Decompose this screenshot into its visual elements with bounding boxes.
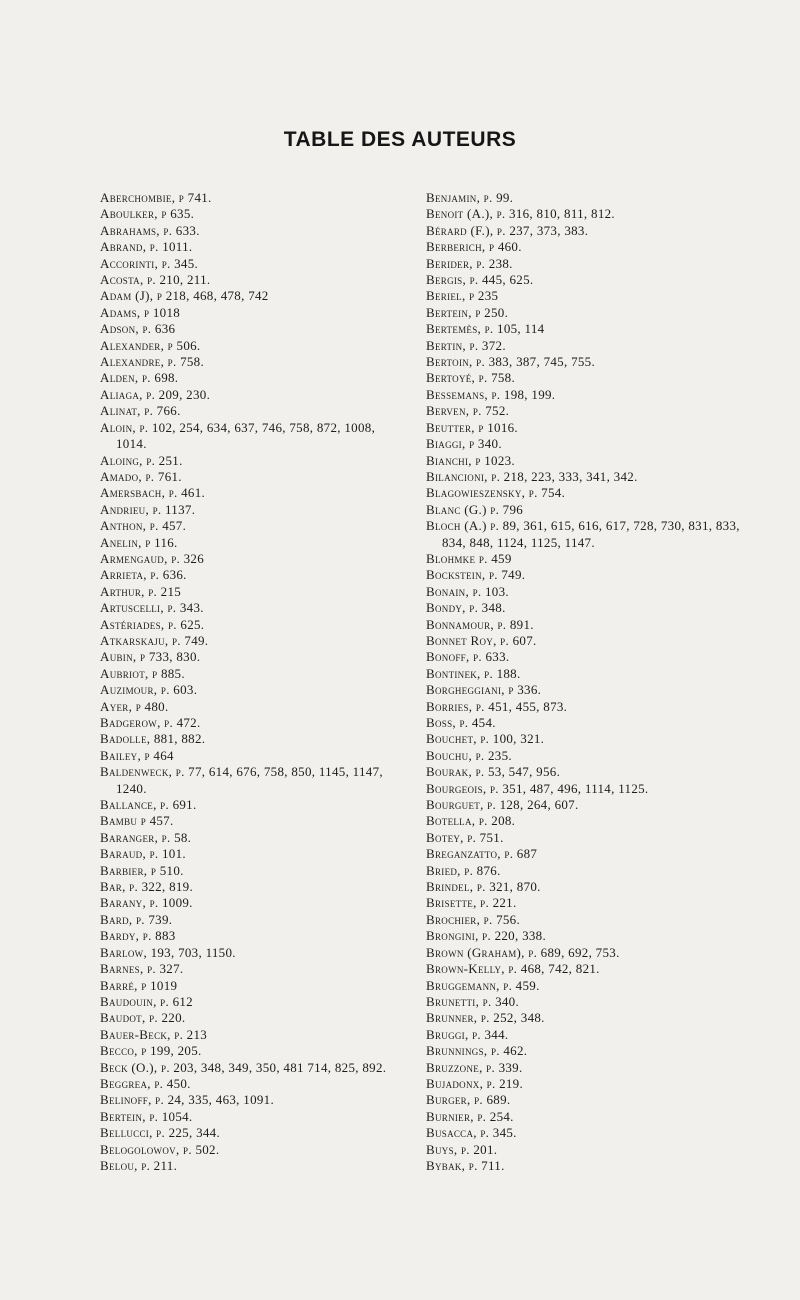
index-entry: Baldenweck, p. 77, 614, 676, 758, 850, 1145, 1147, 1240.	[100, 764, 383, 796]
index-entry: Arrieta, p. 636.	[100, 567, 187, 583]
index-entry: Bilancioni, p. 218, 223, 333, 341, 342.	[426, 468, 638, 484]
index-entry: Badolle, 881, 882.	[100, 731, 206, 747]
index-entry: Alexandre, p. 758.	[100, 354, 205, 370]
index-entry: Brunetti, p. 340.	[426, 993, 520, 1009]
index-entry: Artuscelli, p. 343.	[100, 600, 204, 616]
index-entry: Berven, p. 752.	[426, 403, 510, 419]
index-entry: Baraud, p. 101.	[100, 846, 186, 862]
index-entry: Badgerow, p. 472.	[100, 715, 201, 730]
index-entry: Alexander, p 506.	[100, 337, 201, 353]
index-entry: Bertoyé, p. 758.	[426, 370, 516, 386]
index-entry: Baudouin, p. 612	[100, 993, 193, 1009]
index-entry: Abrahams, p. 633.	[100, 222, 200, 238]
index-entry: Burnier, p. 254.	[426, 1108, 514, 1124]
index-entry: Astériades, p. 625.	[100, 616, 205, 632]
index-entry: Bard, p. 739.	[100, 911, 173, 927]
index-entry: Bonnamour, p. 891.	[426, 616, 534, 632]
index-entry: Ayer, p 480.	[100, 698, 169, 714]
index-entry: Bourguet, p. 128, 264, 607.	[426, 797, 579, 813]
index-entry: Bailey, p 464	[100, 747, 174, 763]
index-entry: Bertoin, p. 383, 387, 745, 755.	[426, 354, 596, 370]
index-entry: Beriel, p 235	[426, 288, 499, 304]
index-entry: Bergis, p. 445, 625.	[426, 272, 534, 288]
index-entry: Armengaud, p. 326	[100, 550, 204, 566]
index-entry: Blohmke p. 459	[426, 550, 512, 566]
index-entry: Belinoff, p. 24, 335, 463, 1091.	[100, 1092, 275, 1108]
index-entry: Beck (O.), p. 203, 348, 349, 350, 481 714, 825, 892.	[100, 1059, 387, 1075]
index-entry: Adams, p 1018	[100, 304, 181, 320]
index-entry: Boss, p. 454.	[426, 715, 496, 730]
page-title: TABLE DES AUTEURS	[283, 128, 517, 151]
index-entry: Bybak, p. 711.	[426, 1157, 505, 1173]
index-entry: Bondy, p. 348.	[426, 600, 506, 616]
index-entry: Aubriot, p 885.	[100, 665, 185, 681]
index-entry: Bried, p. 876.	[426, 862, 501, 878]
index-entry: Bruggi, p. 344.	[426, 1026, 509, 1042]
index-entry: Bertein, p 250.	[426, 304, 509, 320]
index-entry: Barlow, 193, 703, 1150.	[100, 944, 236, 960]
index-entry: Aloin, p. 102, 254, 634, 637, 746, 758, 872, 1008, 1014.	[100, 419, 376, 452]
index-entry: Amado, p. 761.	[100, 468, 182, 484]
index-entry: Belogolowov, p. 502.	[100, 1141, 220, 1157]
index-entry: Benjamin, p. 99.	[426, 190, 514, 205]
index-entry: Barnes, p. 327.	[100, 961, 184, 977]
index-entry: Bontinek, p. 188.	[426, 665, 521, 681]
index-entry: Biaggi, p 340.	[426, 436, 502, 452]
index-entry: Bardy, p. 883	[100, 928, 176, 944]
index-entry: Blagowieszensky, p. 754.	[426, 485, 566, 501]
index-entry: Baranger, p. 58.	[100, 829, 192, 845]
index-entry: Berider, p. 238.	[426, 255, 513, 271]
index-entry: Bockstein, p. 749.	[426, 567, 526, 583]
index-entry: Bianchi, p 1023.	[426, 452, 515, 468]
index-entry: Brindel, p. 321, 870.	[426, 879, 541, 895]
index-entry: Bessemans, p. 198, 199.	[426, 386, 556, 402]
index-entry: Bouchu, p. 235.	[426, 747, 512, 763]
index-entry: Baudot, p. 220.	[100, 1010, 186, 1026]
index-entry: Beggrea, p. 450.	[100, 1075, 191, 1091]
index-entry: Botella, p. 208.	[426, 813, 516, 829]
index-entry: Bonnet Roy, p. 607.	[426, 632, 537, 648]
index-entry: Acosta, p. 210, 211.	[100, 272, 211, 288]
index-entry: Brochier, p. 756.	[426, 911, 521, 927]
index-entry: Bambu p 457.	[100, 813, 174, 829]
index-entry: Breganzatto, p. 687	[426, 846, 538, 862]
index-entry: Aliaga, p. 209, 230.	[100, 386, 211, 402]
index-entry: Auzimour, p. 603.	[100, 682, 198, 698]
index-entry: Barbier, p 510.	[100, 862, 184, 878]
index-entry: Barany, p. 1009.	[100, 895, 193, 911]
index-entry: Beutter, p 1016.	[426, 419, 518, 435]
index-entry: Accorinti, p. 345.	[100, 255, 199, 271]
index-entry: Bruggemann, p. 459.	[426, 977, 540, 993]
index-entry: Arthur, p. 215	[100, 583, 182, 599]
index-entry: Aloing, p. 251.	[100, 452, 183, 468]
index-entry: Alden, p. 698.	[100, 370, 179, 386]
author-index-right-column	[426, 190, 746, 1174]
index-entry: Aberchombie, p 741.	[100, 190, 212, 205]
index-entry: Becco, p 199, 205.	[100, 1043, 202, 1059]
index-entry: Bertein, p. 1054.	[100, 1108, 193, 1124]
index-entry: Berberich, p 460.	[426, 239, 522, 255]
index-entry: Anelin, p 116.	[100, 534, 178, 550]
index-entry: Bonoff, p. 633.	[426, 649, 510, 665]
index-entry: Anthon, p. 457.	[100, 518, 187, 534]
index-entry: Brisette, p. 221.	[426, 895, 517, 911]
index-entry: Bertemès, p. 105, 114	[426, 321, 545, 337]
index-entry: Belou, p. 211.	[100, 1157, 178, 1173]
index-entry: Abrand, p. 1011.	[100, 239, 193, 255]
index-entry: Atkarskaju, p. 749.	[100, 632, 209, 648]
index-entry: Bellucci, p. 225, 344.	[100, 1125, 221, 1141]
index-entry: Borries, p. 451, 455, 873.	[426, 698, 568, 714]
index-entry: Andrieu, p. 1137.	[100, 501, 196, 517]
index-entry: Brunnings, p. 462.	[426, 1043, 528, 1059]
author-index-left-column	[100, 190, 400, 1174]
index-entry: Bourak, p. 53, 547, 956.	[426, 764, 561, 780]
index-entry: Busacca, p. 345.	[426, 1125, 517, 1141]
index-entry: Aboulker, p 635.	[100, 206, 195, 222]
index-entry: Alinat, p. 766.	[100, 403, 181, 419]
index-entry: Bujadonx, p. 219.	[426, 1075, 524, 1091]
index-entry: Bar, p. 322, 819.	[100, 879, 194, 895]
index-entry: Bourgeois, p. 351, 487, 496, 1114, 1125.	[426, 780, 649, 796]
index-entry: Brongini, p. 220, 338.	[426, 928, 547, 944]
index-entry: Amersbach, p. 461.	[100, 485, 206, 501]
index-entry: Bérard (F.), p. 237, 373, 383.	[426, 222, 589, 238]
index-entry: Botey, p. 751.	[426, 829, 504, 845]
index-entry: Benoit (A.), p. 316, 810, 811, 812.	[426, 206, 615, 222]
index-entry: Bouchet, p. 100, 321.	[426, 731, 545, 747]
index-entry: Aubin, p 733, 830.	[100, 649, 201, 665]
index-entry: Barré, p 1019	[100, 977, 178, 993]
index-entry: Brown-Kelly, p. 468, 742, 821.	[426, 961, 600, 977]
index-entry: Ballance, p. 691.	[100, 797, 197, 813]
index-entry: Brunner, p. 252, 348.	[426, 1010, 545, 1026]
index-entry: Brown (Graham), p. 689, 692, 753.	[426, 944, 620, 960]
index-entry: Adam (J), p 218, 468, 478, 742	[100, 288, 269, 304]
index-entry: Adson, p. 636	[100, 321, 176, 337]
index-entry: Bloch (A.) p. 89, 361, 615, 616, 617, 728, 730, 831, 833, 834, 848, 1124, 1125, 1147.	[426, 518, 740, 550]
index-entry: Bertin, p. 372.	[426, 337, 506, 353]
index-entry: Bonain, p. 103.	[426, 583, 509, 599]
index-entry: Burger, p. 689.	[426, 1092, 511, 1108]
index-entry: Borgheggiani, p 336.	[426, 682, 542, 698]
index-entry: Buys, p. 201.	[426, 1141, 498, 1157]
index-entry: Blanc (G.) p. 796	[426, 501, 524, 517]
index-entry: Bauer-Beck, p. 213	[100, 1026, 208, 1042]
index-entry: Bruzzone, p. 339.	[426, 1059, 523, 1075]
